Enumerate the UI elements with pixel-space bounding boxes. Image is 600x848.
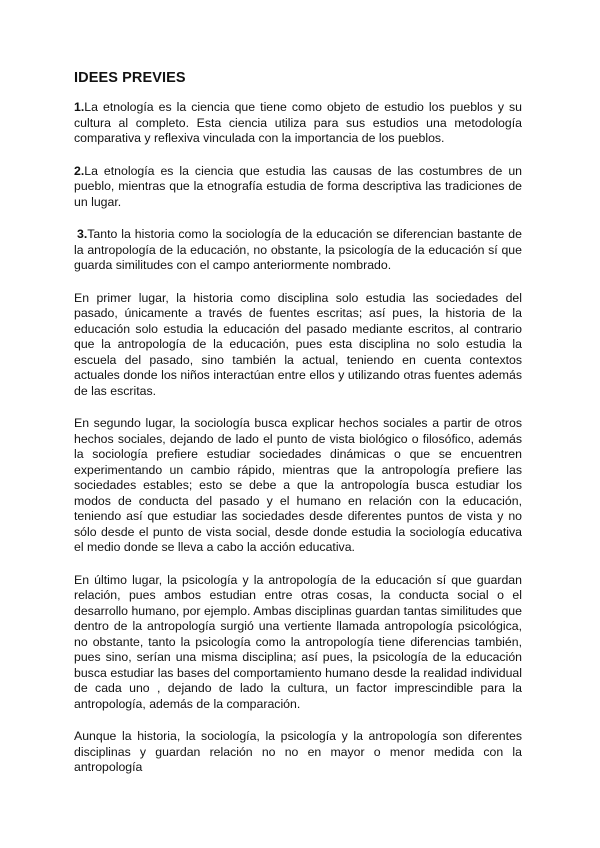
numbered-paragraph-1 xyxy=(74,100,522,147)
item-text: Tanto la historia como la sociología de la educación se diferencian bastante de la antropología de la educación, no obstante, la psicología de la educación sí que guarda similitudes con el campo anteriormente nombrado. xyxy=(74,227,522,272)
body-paragraph-2: En segundo lugar, la sociología busca explicar hechos sociales a partir de otros hechos sociales, dejando de lado el punto de vista biológico o filosófico, además la sociología prefiere estudiar sociedades dinámicas o que se encuentren experimentando un cambio rápido, mientras que la antropología prefiere las sociedades estables; esto se debe a que la antropología busca estudiar los modos de conducta del pasado y el humano en relación con la educación, teniendo así que estudiar las sociedades desde diferentes puntos de vista y no sólo desde el punto de vista social, desde donde estudia la sociología educativa el medio donde se lleva a cabo la acción educativa. xyxy=(74,416,522,554)
item-number: 1. xyxy=(74,100,85,114)
item-text: La etnología es la ciencia que tiene como objeto de estudio los pueblos y su cultura al completo. Esta ciencia utiliza para sus estudios una metodología comparativa y reflexiva vinculada con la importancia de los pueblos. xyxy=(74,100,522,145)
item-number: 3. xyxy=(77,227,88,241)
numbered-paragraph-3 xyxy=(74,227,522,274)
body-paragraph-4: Aunque la historia, la sociología, la psicología y la antropología son diferentes disciplinas y guardan relación no no en mayor o menor medida con la antropología xyxy=(74,729,522,774)
numbered-paragraph-2 xyxy=(74,164,522,211)
document-title: IDEES PREVIES xyxy=(74,70,186,86)
body-paragraph-3: En último lugar, la psicología y la antropología de la educación sí que guardan relación, pues ambos estudian entre otras cosas, la conducta social o el desarrollo humano, por ejemplo. Ambas disciplinas guardan tantas similitudes que dentro de la antropología surgió una vertiente llamada antropología psicológica, no obstante, tanto la psicología como la antropología tiene diferencias también, pues sino, serían una misma disciplina; así pues, la psicología de la educación busca estudiar las bases del comportamiento humano desde la realidad individual de cada uno , dejando de lado la cultura, un factor imprescindible para la antropología, además de la comparación. xyxy=(74,572,522,711)
item-number: 2. xyxy=(74,163,85,178)
body-paragraph-1: En primer lugar, la historia como disciplina solo estudia las sociedades del pasado, únicamente a través de fuentes escritas; así pues, la historia de la educación solo estudia la educación del pasado mediante escritos, al contrario que la antropología de la educación, pues esta disciplina no solo estudia la escuela del pasado, sino también la actual, teniendo en cuenta contextos actuales donde los niños interactúan entre ellos y utilizando otras fuentes además de las escritas. xyxy=(74,290,522,398)
item-text: La etnología es la ciencia que estudia las causas de las costumbres de un pueblo, mientras que la etnografía estudia de forma descriptiva las tradiciones de un lugar. xyxy=(74,163,522,209)
